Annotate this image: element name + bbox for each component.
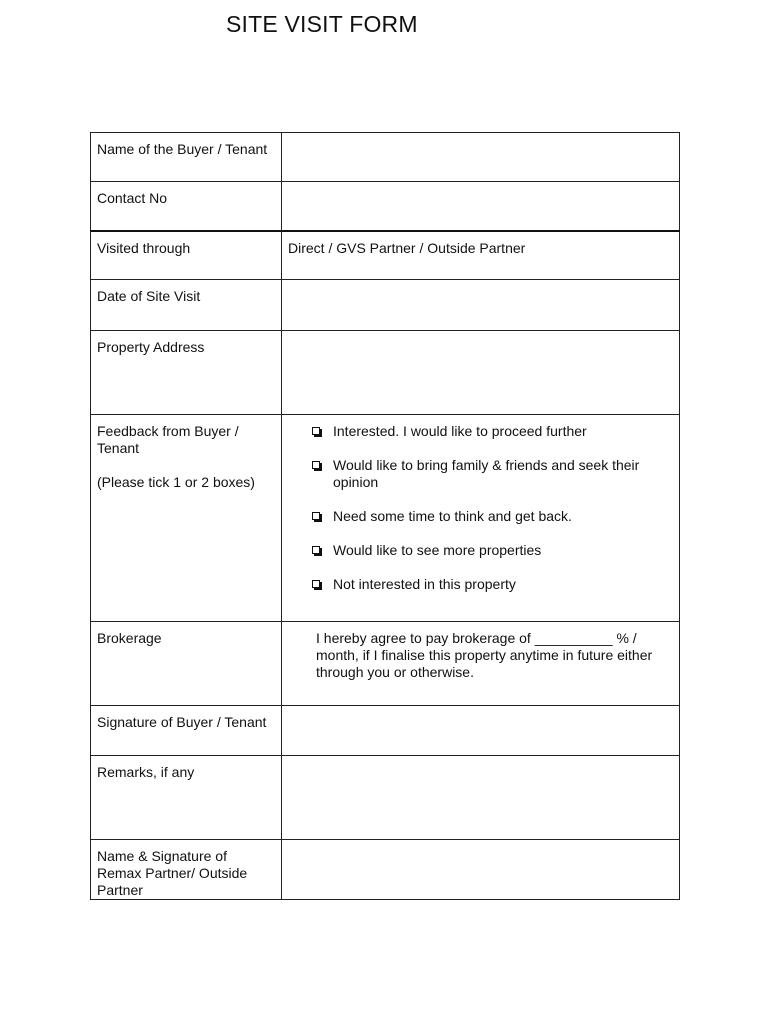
checkbox-icon[interactable] [312, 580, 320, 588]
feedback-option-label: Not interested in this property [333, 576, 516, 592]
property-address-label: Property Address [91, 331, 282, 415]
remarks-label: Remarks, if any [91, 756, 282, 840]
feedback-option[interactable] [312, 576, 673, 593]
contact-field[interactable] [282, 182, 680, 231]
feedback-option[interactable] [312, 508, 673, 525]
checkbox-icon[interactable] [312, 427, 320, 435]
property-address-row [91, 331, 680, 415]
site-visit-form-table [90, 132, 680, 900]
partner-row [91, 840, 680, 900]
contact-row [91, 182, 680, 231]
checkbox-icon[interactable] [312, 461, 320, 469]
page-title: SITE VISIT FORM [226, 11, 418, 37]
feedback-option-label: Need some time to think and get back. [333, 508, 572, 524]
feedback-option-label: Would like to bring family & friends and seek their opinion [333, 457, 640, 490]
visited-through-label: Visited through [91, 231, 282, 280]
signature-row [91, 706, 680, 756]
brokerage-cell [282, 622, 680, 706]
buyer-name-label: Name of the Buyer / Tenant [91, 133, 282, 182]
feedback-label: Feedback from Buyer / Tenant [97, 423, 239, 456]
feedback-options [288, 423, 673, 593]
checkbox-icon[interactable] [312, 546, 320, 554]
signature-label: Signature of Buyer / Tenant [91, 706, 282, 756]
feedback-option-label: Interested. I would like to proceed further [333, 423, 587, 439]
property-address-field[interactable] [282, 331, 680, 415]
visit-date-label: Date of Site Visit [91, 280, 282, 331]
visit-date-field[interactable] [282, 280, 680, 331]
feedback-option[interactable] [312, 423, 673, 440]
partner-label: Name & Signature of Remax Partner/ Outside Partner [91, 840, 282, 900]
visited-through-row [91, 231, 680, 280]
visit-date-row [91, 280, 680, 331]
feedback-options-cell [282, 415, 680, 622]
brokerage-label: Brokerage [91, 622, 282, 706]
feedback-option[interactable] [312, 542, 673, 559]
remarks-row [91, 756, 680, 840]
buyer-name-field[interactable] [282, 133, 680, 182]
feedback-option-label: Would like to see more properties [333, 542, 542, 558]
feedback-label-cell [91, 415, 282, 622]
checkbox-icon[interactable] [312, 512, 320, 520]
brokerage-agreement-text: I hereby agree to pay brokerage of __________ % / month, if I finalise this property anytime in future either through you or otherwise. [316, 630, 653, 680]
feedback-note: (Please tick 1 or 2 boxes) [97, 474, 255, 490]
feedback-row [91, 415, 680, 622]
visited-through-value[interactable]: Direct / GVS Partner / Outside Partner [282, 231, 680, 280]
remarks-field[interactable] [282, 756, 680, 840]
feedback-option[interactable] [312, 457, 673, 491]
signature-field[interactable] [282, 706, 680, 756]
contact-label: Contact No [91, 182, 282, 231]
partner-field[interactable] [282, 840, 680, 900]
brokerage-row [91, 622, 680, 706]
buyer-name-row [91, 133, 680, 182]
